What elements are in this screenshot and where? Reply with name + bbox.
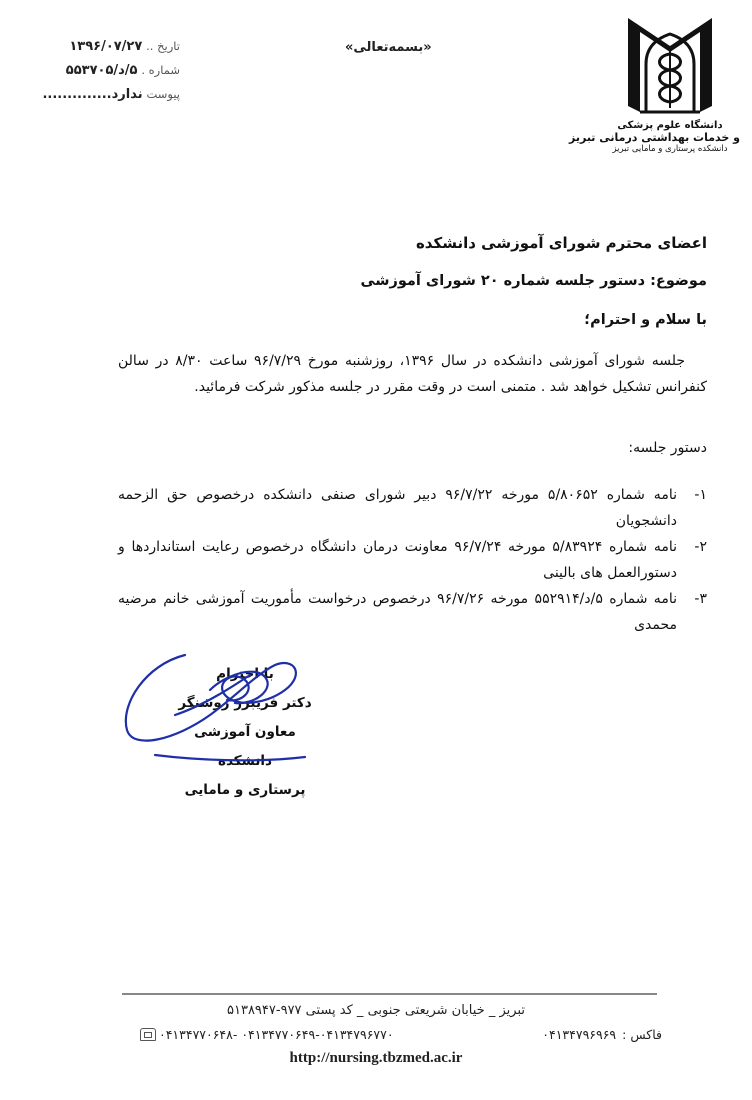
number-label: شماره . xyxy=(141,63,180,77)
phone-numbers xyxy=(140,1027,394,1042)
agenda-list xyxy=(118,482,707,638)
website-url[interactable]: http://nursing.tbzmed.ac.ir xyxy=(289,1050,463,1066)
bismillah: «بسمه‌تعالی» xyxy=(345,40,432,55)
attachment-label: پیوست xyxy=(146,87,180,101)
university-logo xyxy=(569,12,740,182)
number-value: ۵/د/۵۵۳۷۰۵ xyxy=(65,63,138,78)
footer-contacts xyxy=(140,1027,662,1042)
greeting: با سلام و احترام؛ xyxy=(584,312,707,328)
number-row xyxy=(40,58,180,82)
agenda-item-number: ۳- xyxy=(694,591,707,607)
footer-address: تبریز _ خیابان شریعتی جنوبی _ کد پستی ۹۷۷-۵۱۳۸۹۴۷ xyxy=(227,1003,525,1018)
agenda-item-text: نامه شماره ۵/۸۰۶۵۲ مورخه ۹۶/۷/۲۲ دبیر شورای صنفی دانشکده درخصوص حق الزحمه دانشجویان xyxy=(118,487,677,529)
agenda-item-number: ۲- xyxy=(694,539,707,555)
logo-text-services: و خدمات بهداشتی درمانی تبریز xyxy=(569,131,740,144)
attachment-row xyxy=(40,82,180,106)
signature-block xyxy=(170,660,320,805)
logo-emblem-icon xyxy=(620,12,720,122)
signature-name: دکتر فریبرز روشنگر xyxy=(178,695,312,711)
agenda-item-text: نامه شماره ۵/د/۵۵۲۹۱۴ مورخه ۹۶/۷/۲۶ درخصوص درخواست مأموریت آموزشی خانم مرضیه محمدی xyxy=(118,591,677,633)
signature-closing: با احترام xyxy=(216,666,274,682)
agenda-item-text: نامه شماره ۵/۸۳۹۲۴ مورخه ۹۶/۷/۲۴ معاونت درمان دانشگاه درخصوص رعایت استانداردها و دستورالعمل های بالینی xyxy=(118,539,677,581)
agenda-title: دستور جلسه: xyxy=(628,440,707,456)
letter-meta xyxy=(40,34,180,106)
subject: موضوع: دستور جلسه شماره ۲۰ شورای آموزشی xyxy=(360,273,707,289)
date-label: تاریخ .. xyxy=(146,39,180,53)
footer-divider xyxy=(122,993,657,995)
telephone-icon xyxy=(140,1028,156,1041)
recipient: اعضای محترم شورای آموزشی دانشکده xyxy=(415,234,707,252)
fax xyxy=(542,1027,662,1042)
fax-number: ۰۴۱۳۴۷۹۶۹۶۹ xyxy=(542,1027,617,1042)
fax-label: فاکس : xyxy=(622,1027,662,1042)
date-value: ۱۳۹۶/۰۷/۲۷ xyxy=(69,39,143,54)
phone-numbers-text: ۰۴۱۳۴۷۷۰۶۴۸- ۰۴۱۳۴۷۷۰۶۴۹-۰۴۱۳۴۷۹۶۷۷۰ xyxy=(159,1027,394,1042)
letter-body xyxy=(118,348,707,400)
signature-title-1: معاون آموزشی دانشکده xyxy=(194,724,296,769)
signature-title-2: پرستاری و مامایی xyxy=(184,782,306,798)
agenda-item xyxy=(118,534,707,586)
logo-text-faculty: دانشکده پرستاری و مامایی تبریز xyxy=(612,144,728,154)
attachment-value: ندارد.............. xyxy=(42,87,143,102)
agenda-item xyxy=(118,482,707,534)
agenda-item xyxy=(118,586,707,638)
logo-text-university: دانشگاه علوم پزشکی xyxy=(617,120,723,131)
agenda-item-number: ۱- xyxy=(694,487,707,503)
letter-body-text: جلسه شورای آموزشی دانشکده در سال ۱۳۹۶، روزشنبه مورخ ۹۶/۷/۲۹ ساعت ۸/۳۰ در سالن کنفرانس تشکیل خواهد شد . متمنی است در وقت مقرر در جلسه مذکور شرکت فرمائید. xyxy=(118,353,707,395)
date-row xyxy=(40,34,180,58)
